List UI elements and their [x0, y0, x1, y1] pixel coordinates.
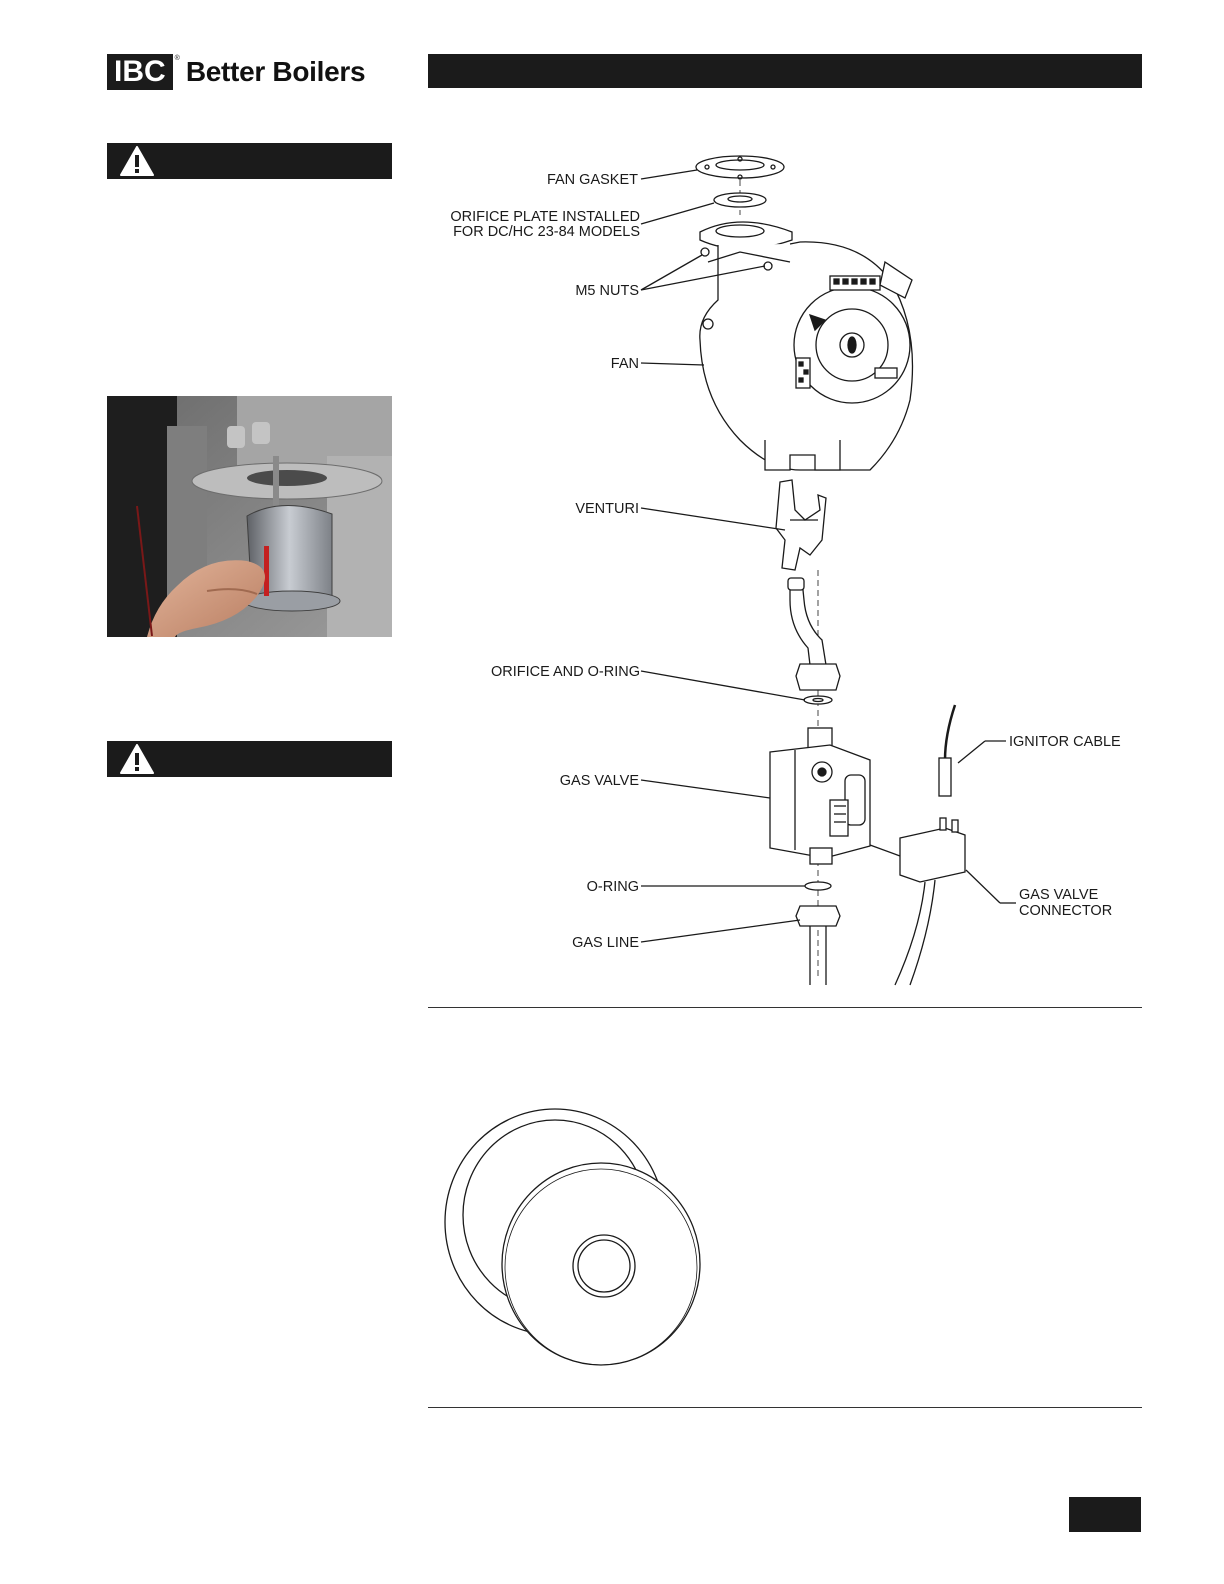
label-venturi: VENTURI [575, 501, 639, 517]
section-divider-2 [428, 1407, 1142, 1408]
label-gas-valve: GAS VALVE [559, 773, 639, 789]
warning-banner-2 [107, 741, 392, 777]
venturi-removal-photo [107, 396, 392, 637]
label-ignitor-cable: IGNITOR CABLE [1009, 734, 1121, 750]
warning-banner-1 [107, 143, 392, 179]
label-orifice-plate-line2: FOR DC/HC 23-84 MODELS [453, 224, 640, 240]
label-o-ring: O-RING [586, 879, 639, 895]
warning-icon [120, 744, 154, 774]
label-fan: FAN [610, 356, 639, 372]
label-orifice-oring: ORIFICE AND O-RING [490, 664, 640, 680]
label-gas-valve-connector-line2: CONNECTOR [1019, 903, 1113, 919]
trademark-mark: ® [174, 55, 180, 62]
page-number-tab [1069, 1497, 1141, 1532]
brand-name: Better Boilers [185, 56, 366, 87]
brand-logo-box: IBC [107, 54, 173, 90]
label-gas-line: GAS LINE [572, 935, 639, 951]
section-divider-1 [428, 1007, 1142, 1008]
exploded-parts-diagram [428, 140, 1142, 1000]
label-orifice-plate-line1: ORIFICE PLATE INSTALLED [450, 209, 640, 225]
section-header-bar [428, 54, 1142, 88]
warning-icon [120, 146, 154, 176]
label-m5-nuts: M5 NUTS [575, 283, 639, 299]
brand-logo [107, 54, 365, 90]
label-gas-valve-connector-line1: GAS VALVE [1019, 887, 1099, 903]
label-fan-gasket: FAN GASKET [546, 172, 638, 188]
gasket-orifice-plate-drawing [440, 1100, 710, 1370]
